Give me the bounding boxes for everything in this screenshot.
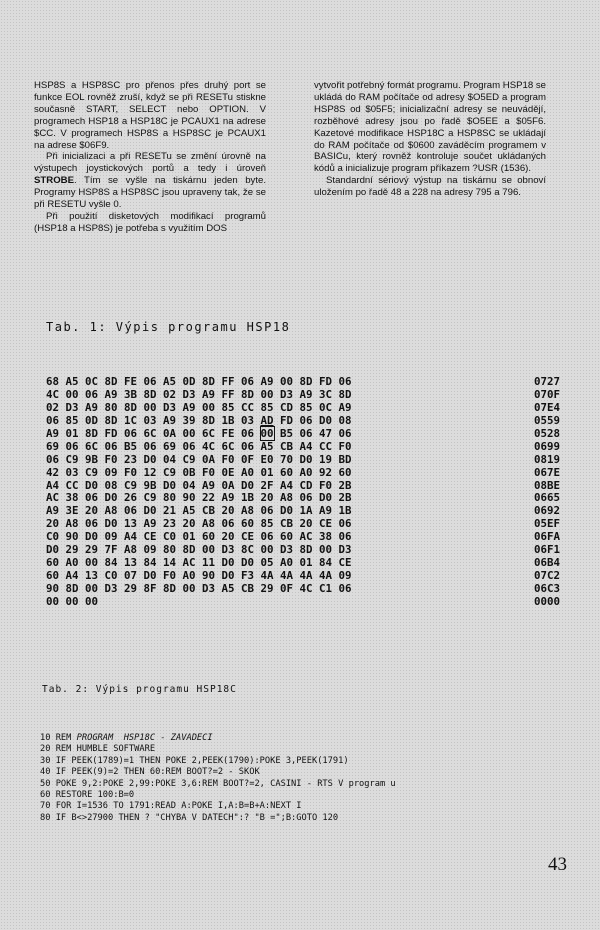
hex-bytes-end: FD 06 D0 08 <box>273 413 352 427</box>
code-line <box>40 733 568 744</box>
hex-checksum: 070F <box>534 387 561 401</box>
left-paragraph-3: Při použití disketových modifikací programů (HSP18 a HSP8S) je potřeba s využitím DOS <box>34 210 266 234</box>
hex-bytes-start: A9 01 8D FD 06 6C 0A 00 6C FE 06 <box>46 426 261 440</box>
hex-checksum: 06C3 <box>534 582 561 595</box>
hex-checksum: 06F1 <box>534 543 561 557</box>
hex-bytes: A9 3E 20 A8 06 D0 21 A5 CB 20 A8 06 D0 1A A9 1B <box>46 504 352 518</box>
hex-checksum: 0000 <box>534 594 561 608</box>
code-line <box>40 813 568 824</box>
hex-bytes: 20 A8 06 D0 13 A9 23 20 A8 06 60 85 CB 20 CE 06 <box>46 517 352 531</box>
code-text: 70 FOR I=1536 TO 1791:READ A:POKE I,A:B=B+A:NEXT I <box>40 801 302 812</box>
table-1-title: Tab. 1: Výpis programu HSP18 <box>46 320 291 334</box>
basic-listing <box>40 733 568 824</box>
hex-checksum: 06FA <box>534 530 561 544</box>
text-column-right <box>314 80 546 199</box>
code-line <box>40 756 568 767</box>
hex-checksum: 0692 <box>534 504 561 518</box>
hex-bytes: 60 A0 00 84 13 84 14 AC 11 D0 D0 05 A0 01 84 CE <box>46 556 352 570</box>
hex-bytes: 00 00 00 <box>46 594 99 608</box>
hex-bytes: 06 C9 9B F0 23 D0 04 C9 0A F0 0F E0 70 D0 19 BD <box>46 452 352 466</box>
text-column-left <box>34 80 266 235</box>
hex-bytes: 69 06 6C 06 B5 06 69 06 4C 6C 06 A5 CB A4 CC F0 <box>46 439 352 453</box>
code-text: 50 POKE 9,2:POKE 2,99:POKE 3,6:REM BOOT?=2, CASINI - RTS V program u <box>40 778 396 789</box>
hex-checksum: 07C2 <box>534 569 561 583</box>
hex-bytes: A4 CC D0 08 C9 9B D0 04 A9 0A D0 2F A4 CD F0 2B <box>46 478 352 492</box>
hex-bytes-start: 06 85 0D 8D 1C 03 A9 39 8D 1B 03 <box>46 413 261 427</box>
code-line <box>40 801 568 812</box>
hex-checksum: 0699 <box>534 439 561 453</box>
code-text: 80 IF B<>27900 THEN ? "CHYBA V DATECH":? "B =";B:GOTO 120 <box>40 812 339 823</box>
left-paragraph-2-start: Při inicializaci a při RESETu se změní úrovně na výstupech joystickových portů a tedy i úroveň <box>34 151 266 175</box>
code-line <box>40 779 568 790</box>
right-paragraph-1: vytvořit potřebný formát programu. Program HSP18 se ukládá do RAM počítače od adresy $O5ED a program HSP8S od $05F5; inicializační adresy se neuvádějí, rozběhové adresy jsou po řadě $O5EE a $05F6. Kazetové modifikace HSP18C a HSP8SC se ukládají do RAM počítače od $0600 zaváděcím programem v BASICu, který rovněž kontroluje součet ukládaných kódů a inicializuje program příkazem ?USR (1536). <box>314 80 546 175</box>
hex-bytes-end: B5 06 47 06 <box>273 426 352 440</box>
code-text: 40 IF PEEK(9)=2 THEN 60:REM BOOT?=2 - SKOK <box>40 767 260 778</box>
left-paragraph-2-end: . Tím se vyšle na tiskárnu jeden byte. Programy HSP8S a HSP8SC jsou upraveny tak, že se při RESETU vyšle 0. <box>34 175 266 211</box>
hex-bytes: D0 29 29 7F A8 09 80 8D 00 D3 8C 00 D3 8D 00 D3 <box>46 543 352 557</box>
hex-checksum: 06B4 <box>534 556 561 570</box>
hex-bytes: 42 03 C9 09 F0 12 C9 0B F0 0E A0 01 60 A0 92 60 <box>46 465 352 479</box>
table-2-title: Tab. 2: Výpis programu HSP18C <box>42 684 237 695</box>
code-text: 60 RESTORE 100:B=0 <box>40 790 135 801</box>
hex-row <box>46 594 561 609</box>
left-paragraph-1: HSP8S a HSP8SC pro přenos přes druhý port se funkce EOL rovněž zruší, když se při RESETu stiskne současně START, SELECT nebo OPTION. V programech HSP18 a HSP18C je PCAUX1 na adrese $CC. V programech HSP8S a HSP8SC je PCAUX1 na adrese $06F9. <box>34 80 266 151</box>
code-text: 10 REM <box>40 733 77 743</box>
hex-checksum: 0665 <box>534 491 561 505</box>
hex-bytes: 02 D3 A9 80 8D 00 D3 A9 00 85 CC 85 CD 85 0C A9 <box>46 400 352 414</box>
highlighted-byte: 00 <box>260 426 274 440</box>
code-line <box>40 767 568 778</box>
hex-checksum: 05EF <box>534 517 561 531</box>
hex-listing-table <box>46 375 561 609</box>
hex-bytes: 60 A4 13 C0 07 D0 F0 A0 90 D0 F3 4A 4A 4A 4A 09 <box>46 569 352 583</box>
strobe-term: STROBE <box>34 175 74 187</box>
hex-checksum: 07E4 <box>534 400 561 414</box>
page-number: 43 <box>548 854 567 875</box>
hex-bytes: AC 38 06 D0 26 C9 80 90 22 A9 1B 20 A8 06 D0 2B <box>46 491 352 505</box>
hex-bytes: 90 8D 00 D3 29 8F 8D 00 D3 A5 CB 29 0F 4C C1 06 <box>46 582 352 595</box>
hex-checksum: 08BE <box>534 478 561 492</box>
hex-bytes: 68 A5 0C 8D FE 06 A5 0D 8D FF 06 A9 00 8D FD 06 <box>46 375 352 388</box>
code-text: 20 REM HUMBLE SOFTWARE <box>40 744 156 755</box>
hex-checksum: 067E <box>534 465 561 479</box>
hex-checksum: 0559 <box>534 413 561 427</box>
hex-checksum: 0528 <box>534 426 561 440</box>
right-paragraph-2: Standardní sériový výstup na tiskárnu se obnoví uložením po řadě 48 a 228 na adresy 795 a 796. <box>314 175 546 199</box>
hex-checksum: 0727 <box>534 375 561 388</box>
hex-bytes: 4C 00 06 A9 3B 8D 02 D3 A9 FF 8D 00 D3 A9 3C 8D <box>46 387 352 401</box>
code-line <box>40 790 568 801</box>
code-line <box>40 744 568 755</box>
hex-bytes: C0 90 D0 09 A4 CE C0 01 60 20 CE 06 60 AC 38 06 <box>46 530 352 544</box>
code-comment-italic: PROGRAM HSP18C - ZAVADECI <box>76 733 213 743</box>
hex-bytes <box>46 427 352 440</box>
underlined-byte: AD <box>260 413 274 427</box>
code-text: 30 IF PEEK(1789)=1 THEN POKE 2,PEEK(1790):POKE 3,PEEK(1791) <box>40 755 349 766</box>
left-paragraph-2 <box>34 151 266 211</box>
hex-checksum: 0819 <box>534 452 561 466</box>
hex-bytes <box>46 414 352 427</box>
